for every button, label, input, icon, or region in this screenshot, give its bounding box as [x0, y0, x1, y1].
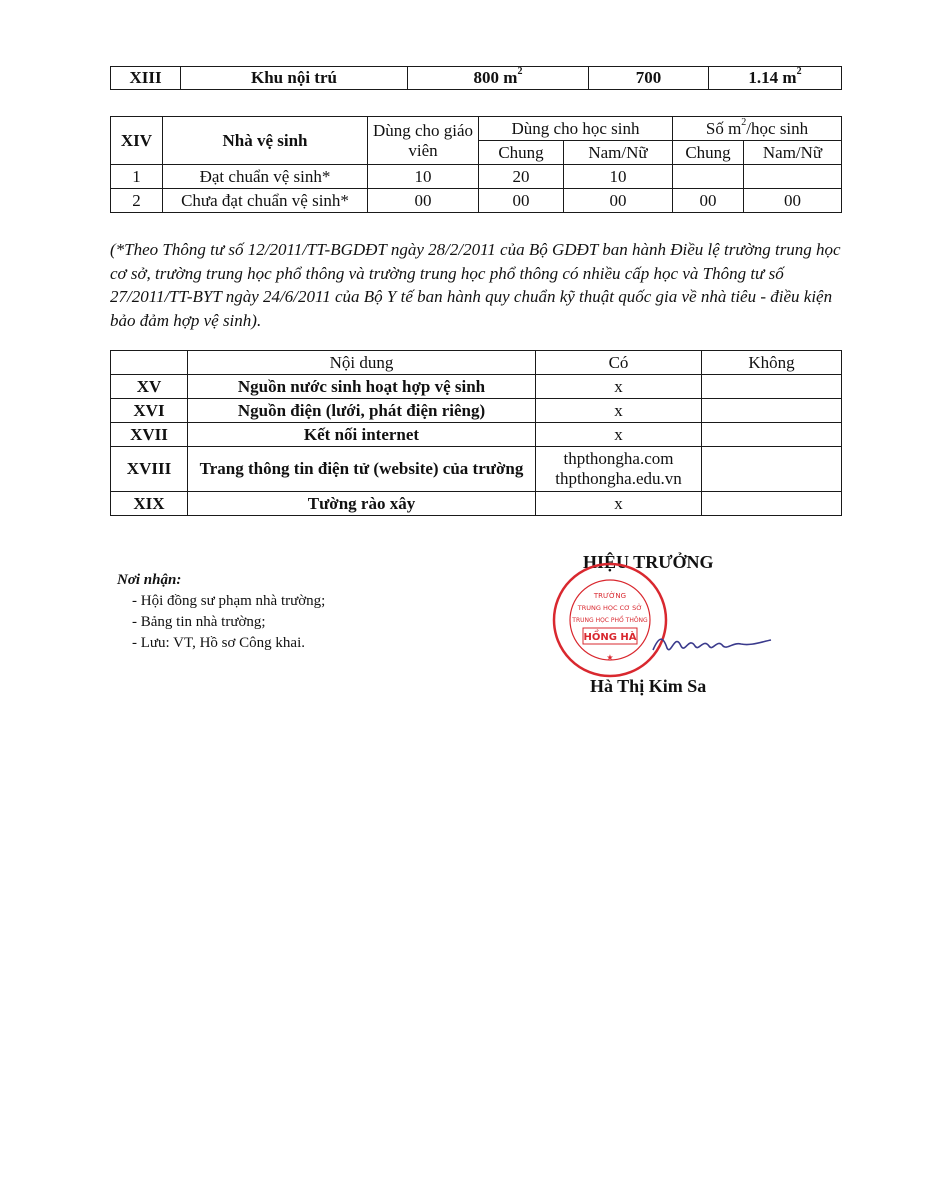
- toilet-table: [110, 116, 842, 213]
- row-number: XVI: [111, 399, 188, 423]
- cell-yes: x: [536, 375, 702, 399]
- sub-common: Chung: [479, 141, 564, 165]
- cell-gender: 10: [564, 165, 673, 189]
- principal-name: Hà Thị Kim Sa: [590, 676, 707, 696]
- row-number: XV: [111, 375, 188, 399]
- cell-per-common: [673, 165, 744, 189]
- sub-gender: Nam/Nữ: [744, 141, 842, 165]
- teacher-use-header: Dùng cho giáo viên: [368, 117, 479, 165]
- cell-yes: [536, 447, 702, 492]
- cell-per-common: 00: [673, 189, 744, 213]
- section-number: XIV: [111, 117, 163, 165]
- header-yes: Có: [536, 351, 702, 375]
- cell-yes: x: [536, 423, 702, 447]
- utilities-table: [110, 350, 842, 516]
- cell-no: [702, 399, 842, 423]
- cell-per-gender: [744, 165, 842, 189]
- table-header-row: [111, 351, 842, 375]
- row-number: XIX: [111, 492, 188, 516]
- cell-no: [702, 375, 842, 399]
- website-link[interactable]: thpthongha.com: [563, 449, 674, 468]
- cell-per-gender: 00: [744, 189, 842, 213]
- cell-no: [702, 492, 842, 516]
- row-content: Nguồn điện (lưới, phát điện riêng): [188, 399, 536, 423]
- school-seal-icon: [550, 560, 670, 680]
- sub-common: Chung: [673, 141, 744, 165]
- cell-common: 20: [479, 165, 564, 189]
- cell-no: [702, 447, 842, 492]
- svg-text:TRUNG HỌC PHỔ THÔNG: TRUNG HỌC PHỔ THÔNG: [572, 617, 648, 624]
- website-link[interactable]: thpthongha.edu.vn: [555, 469, 682, 488]
- svg-text:TRƯỜNG: TRƯỜNG: [593, 592, 627, 600]
- table-row: [111, 399, 842, 423]
- facility-area: 800 $m^2$: [408, 67, 589, 90]
- regulation-note: (*Theo Thông tư số 12/2011/TT-BGDĐT ngày 28/2/2011 của Bộ GDĐT ban hành Điều lệ trường trung học cơ sở, trường trung học phổ thông và trường trung học phổ thông có nhiều cấp học và Thông tư số 27/2011/TT-BYT ngày 24/6/2011 của Bộ Y tế ban hành quy chuẩn kỹ thuật quốc gia về nhà tiêu - điều kiện bảo đảm hợp vệ sinh).: [110, 240, 841, 330]
- table-row: [111, 492, 842, 516]
- recipients-block: [117, 570, 325, 654]
- row-number: XVIII: [111, 447, 188, 492]
- principal-title: HIỆU TRƯỞNG: [583, 552, 714, 572]
- cell-yes: x: [536, 492, 702, 516]
- table-row: [111, 375, 842, 399]
- facility-name: Khu nội trú: [181, 67, 408, 90]
- table-row: [111, 189, 842, 213]
- recipient-item: - Hội đồng sư phạm nhà trường;: [132, 593, 326, 609]
- row-number: XIII: [111, 67, 181, 90]
- svg-text:★: ★: [606, 653, 614, 662]
- facility-count: 700: [589, 67, 709, 90]
- dormitory-table: [110, 66, 842, 90]
- cell-teacher: 10: [368, 165, 479, 189]
- table-row: [111, 165, 842, 189]
- cell-gender: 00: [564, 189, 673, 213]
- signature-icon: [645, 622, 775, 662]
- table-row: [111, 67, 842, 90]
- cell-common: 00: [479, 189, 564, 213]
- section-title: Nhà vệ sinh: [163, 117, 368, 165]
- cell-yes: x: [536, 399, 702, 423]
- header-content: Nội dung: [188, 351, 536, 375]
- table-row: [111, 423, 842, 447]
- header-blank: [111, 351, 188, 375]
- table-header-row: [111, 117, 842, 141]
- row-number: XVII: [111, 423, 188, 447]
- row-content: Trang thông tin điện tử (website) của trường: [188, 447, 536, 492]
- sub-gender: Nam/Nữ: [564, 141, 673, 165]
- header-no: Không: [702, 351, 842, 375]
- area-per-student: 1.14 $m^2$: [709, 67, 842, 90]
- cell-teacher: 00: [368, 189, 479, 213]
- svg-text:HỒNG HÀ: HỒNG HÀ: [583, 632, 637, 643]
- recipients-title: Nơi nhận:: [117, 572, 182, 588]
- student-use-header: Dùng cho học sinh: [479, 117, 673, 141]
- row-number: 1: [111, 165, 163, 189]
- row-label: Đạt chuẩn vệ sinh*: [163, 165, 368, 189]
- row-content: Tường rào xây: [188, 492, 536, 516]
- row-label: Chưa đạt chuẩn vệ sinh*: [163, 189, 368, 213]
- recipient-item: - Lưu: VT, Hồ sơ Công khai.: [132, 635, 305, 651]
- cell-no: [702, 423, 842, 447]
- area-per-student-header: Số $m^2$/học sinh: [673, 117, 842, 141]
- table-row: [111, 447, 842, 492]
- svg-text:TRUNG HỌC CƠ SỞ: TRUNG HỌC CƠ SỞ: [577, 604, 643, 612]
- recipient-item: - Bảng tin nhà trường;: [132, 614, 266, 630]
- row-content: Nguồn nước sinh hoạt hợp vệ sinh: [188, 375, 536, 399]
- row-number: 2: [111, 189, 163, 213]
- row-content: Kết nối internet: [188, 423, 536, 447]
